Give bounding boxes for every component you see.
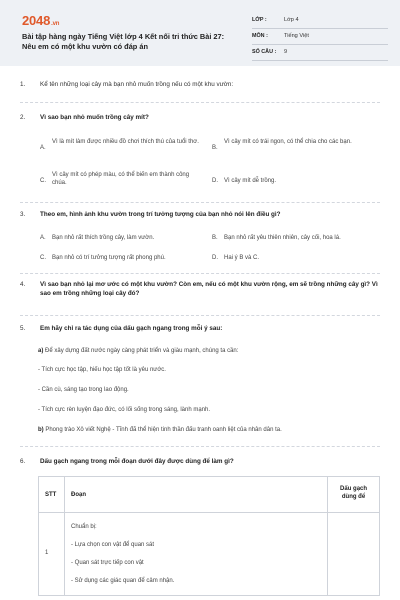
option-letter: A. [40, 235, 46, 241]
option-letter: B. [212, 145, 218, 151]
page-title: Bài tập hàng ngày Tiếng Việt lớp 4 Kết nối tri thức Bài 27: Nêu em có một khu vườn có đáp án [22, 32, 225, 51]
question-number: 1. [20, 81, 26, 88]
question-number: 3. [20, 211, 26, 218]
answer-line: a) Để xây dựng đất nước ngày càng phát triển và giàu mạnh, chúng ta cần: [38, 348, 239, 354]
divider [20, 446, 380, 447]
option-letter: D. [212, 178, 218, 184]
question-number: 5. [20, 325, 26, 332]
col-header-stt: STT [39, 477, 65, 513]
meta-count [252, 47, 388, 61]
col-header-doan: Đoạn [64, 477, 327, 513]
option-text: Bạn nhỏ rất yêu thiên nhiên, cây cối, hoa lá. [224, 235, 341, 241]
answer-line: b) Phong trào Xô viết Nghệ - Tĩnh đã thể hiện tinh thần đấu tranh oanh liệt của nhân dân ta. [38, 427, 282, 433]
meta-info [252, 15, 388, 63]
table-header-row [39, 477, 380, 513]
question-number: 2. [20, 114, 26, 121]
option-text: Bạn nhỏ rất thích trồng cây, làm vườn. [52, 235, 155, 241]
answer-line: - Tích cực học tập, hiếu học tập tốt là yêu nước. [38, 367, 166, 373]
meta-value: Lớp 4 [284, 17, 299, 23]
question-text: Theo em, hình ảnh khu vườn trong trí tưởng tượng của bạn nhỏ nói lên điều gì? [40, 211, 281, 218]
option-letter: A. [40, 145, 46, 151]
cell-line: - Sử dụng các giác quan để cảm nhận. [70, 578, 175, 584]
meta-value: Tiếng Việt [284, 33, 309, 39]
cell-doan [64, 513, 327, 596]
meta-label: MÔN : [252, 33, 268, 39]
option-text: Bạn nhỏ có trí tưởng tượng rất phong phú. [52, 255, 166, 261]
meta-label: LỚP : [252, 17, 267, 23]
question-text: Em hãy chỉ ra tác dụng của dấu gạch ngang trong mỗi ý sau: [40, 325, 223, 332]
option-letter: D. [212, 255, 218, 261]
site-logo[interactable]: 2048.vn [22, 13, 60, 28]
answer-line: - Cần cù, sáng tạo trong lao động. [38, 387, 129, 393]
header [0, 0, 400, 66]
meta-class [252, 15, 388, 29]
option-letter: C. [40, 178, 46, 184]
cell-line: - Lựa chọn con vật để quan sát [70, 542, 155, 548]
answer-line: - Tích cực rèn luyện đạo đức, có lối sống trong sáng, lành mạnh. [38, 407, 211, 413]
table-row [39, 513, 380, 596]
question-text: Vì sao bạn nhỏ muốn trồng cây mít? [40, 114, 149, 121]
cell-answer-input[interactable] [328, 513, 380, 596]
meta-subject [252, 31, 388, 45]
divider [20, 315, 380, 316]
divider [20, 202, 380, 203]
divider [20, 102, 380, 103]
col-header-purpose: Dấu gạch dùng để [328, 477, 380, 513]
divider [20, 273, 380, 274]
cell-line: - Quan sát trực tiếp con vật [70, 560, 144, 566]
question-number: 6. [20, 458, 26, 465]
meta-label: SỐ CÂU : [252, 49, 277, 55]
cell-line: Chuẩn bị: [70, 524, 97, 530]
meta-value: 9 [284, 49, 288, 55]
cell-stt: 1 [39, 513, 65, 596]
option-text: Hai ý B và C. [224, 255, 260, 261]
option-text: Vì là mít làm được nhiều đồ chơi thích thú của tuổi thơ. [52, 139, 199, 145]
question-text: Vì sao bạn nhỏ lại mơ ước có một khu vườn? Còn em, nếu có một khu vườn rộng, em sẽ trồng những cây gì? Vì sao em trồng những loại cây đó? [40, 281, 378, 297]
question-text: Dấu gạch ngang trong mỗi đoạn dưới đây được dùng để làm gì? [40, 458, 234, 465]
answer-table [38, 476, 380, 596]
question-text: Kể tên những loại cây mà bạn nhỏ muốn trồng nếu có một khu vườn: [40, 81, 234, 88]
option-letter: C. [40, 255, 46, 261]
option-text: Vì cây mít có phép màu, có thể biến em thành công chúa. [52, 172, 190, 187]
option-letter: B. [212, 235, 218, 241]
option-text: Vì cây mít dễ trồng. [224, 178, 277, 184]
question-number: 4. [20, 281, 26, 288]
option-text: Vì cây mít có trái ngon, có thể chia cho các bạn. [224, 139, 352, 145]
